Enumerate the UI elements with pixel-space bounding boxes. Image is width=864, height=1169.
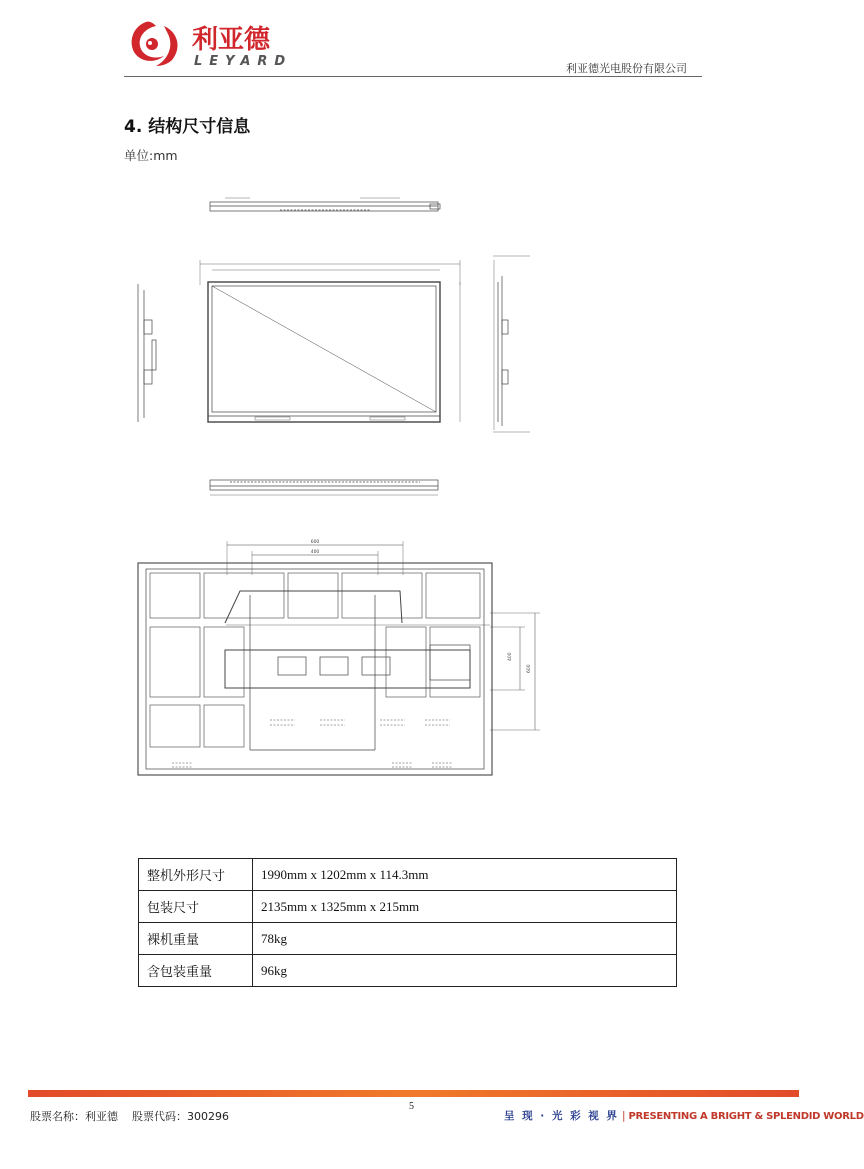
structural-drawing-rear	[130, 535, 550, 780]
slogan-separator: |	[621, 1110, 626, 1122]
logo-emblem-icon	[132, 22, 178, 66]
front-view	[200, 260, 460, 422]
page-number: 5	[409, 1101, 414, 1112]
svg-text:400: 400	[508, 652, 513, 661]
table-row	[139, 923, 677, 955]
leyard-logo	[124, 16, 314, 70]
svg-text:利亚德: 利亚德	[192, 25, 271, 55]
unit-label: 单位:mm	[124, 148, 178, 163]
table-row	[139, 955, 677, 987]
spec-value: 78kg	[253, 923, 677, 955]
footer-color-bar	[28, 1090, 799, 1097]
spec-label: 整机外形尺寸	[139, 859, 253, 891]
slogan	[504, 1108, 864, 1123]
left-side-view	[138, 284, 156, 422]
spec-value: 96kg	[253, 955, 677, 987]
slogan-cn-2: 光 彩 视 界	[551, 1110, 619, 1122]
section-heading: 4. 结构尺寸信息	[124, 117, 251, 137]
svg-text:LEYARD: LEYARD	[194, 54, 293, 69]
svg-text:600: 600	[310, 540, 320, 545]
structural-drawing-front	[130, 190, 550, 510]
slogan-en: PRESENTING A BRIGHT & SPLENDID WORLD	[628, 1111, 864, 1122]
table-row	[139, 859, 677, 891]
spec-value: 2135mm x 1325mm x 215mm	[253, 891, 677, 923]
bottom-view	[210, 480, 438, 495]
top-view	[210, 198, 440, 211]
table-row	[139, 891, 677, 923]
svg-text:400: 400	[310, 550, 320, 555]
stock-info: 股票名称：利亚德 股票代码：300296	[30, 1110, 229, 1123]
slogan-dot: ·	[534, 1110, 552, 1122]
right-side-view	[493, 256, 530, 432]
spec-label: 含包装重量	[139, 955, 253, 987]
spec-label: 包装尺寸	[139, 891, 253, 923]
svg-text:600: 600	[527, 664, 532, 673]
spec-value: 1990mm x 1202mm x 114.3mm	[253, 859, 677, 891]
slogan-cn-1: 呈 现	[504, 1110, 535, 1122]
spec-label: 裸机重量	[139, 923, 253, 955]
company-name: 利亚德光电股份有限公司	[566, 62, 687, 75]
header-divider	[124, 76, 702, 77]
spec-table	[138, 858, 677, 987]
